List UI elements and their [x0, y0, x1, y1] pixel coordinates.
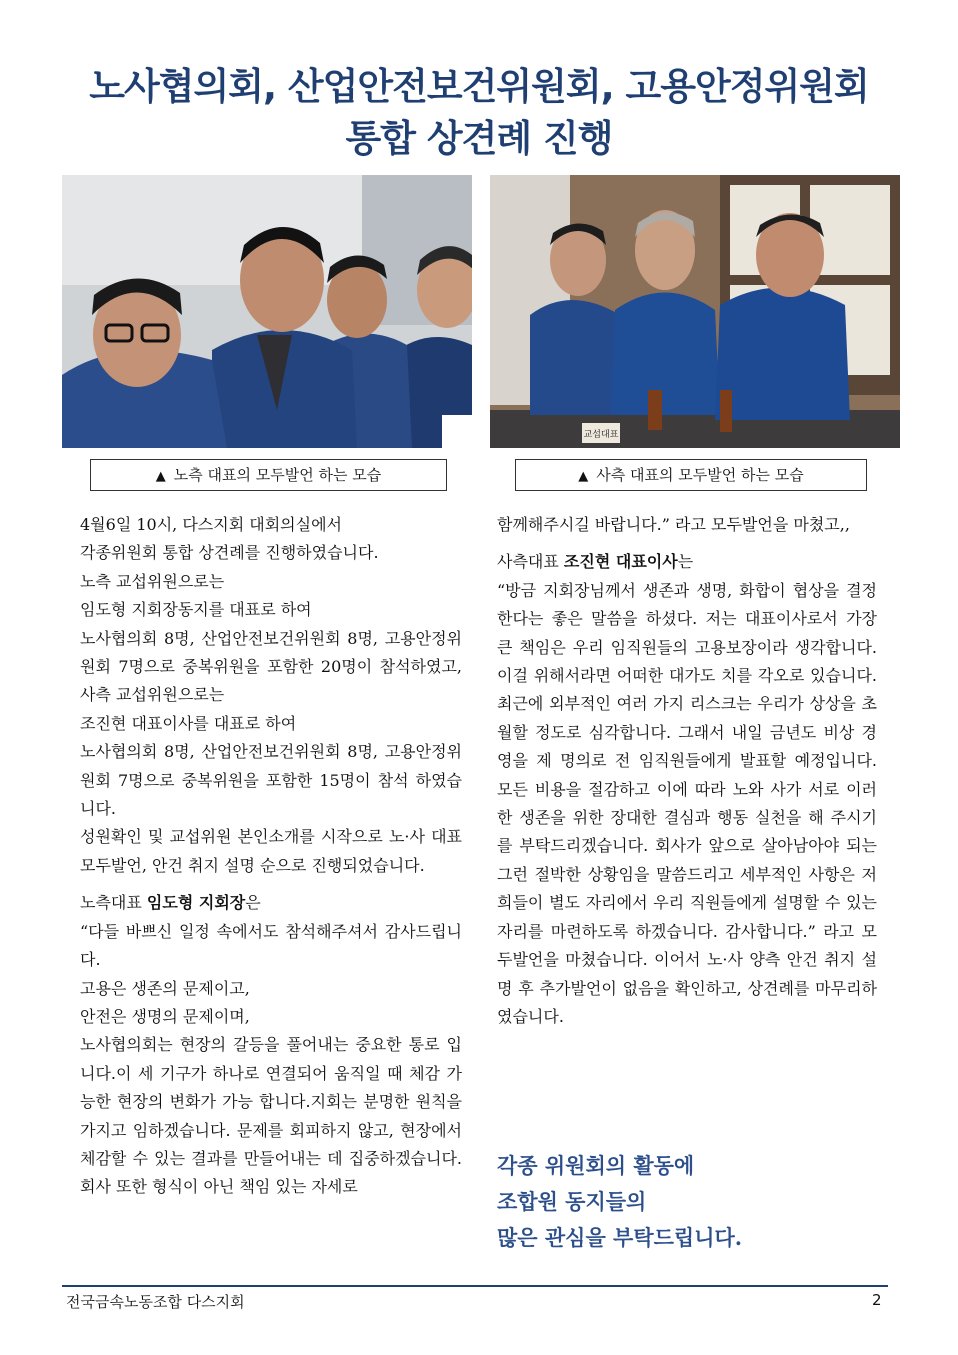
photo-management-illustration [490, 175, 900, 448]
union-speech-paragraph: 노사협의회는 현장의 갈등을 풀어내는 중요한 통로 입니다.이 세 기구가 하나로 연결되어 움직일 때 체감 가능한 현장의 변화가 가능 합니다.지회는 분명한 원칙을 가지고 임하겠습니다. 문제를 회피하지 않고, 현장에서 체감할 수 있는 결과를 만들어내는 데 집중하겠습니다. 회사 또한 형식이 아닌 책임 있는 자세로 [80, 1035, 462, 1197]
speaker-prefix: 사측대표 [497, 552, 564, 572]
page-title-line-2: 통합 상견례 진행 [345, 117, 613, 160]
union-speech-line-3: 안전은 생명의 문제이며, [80, 1006, 250, 1026]
closing-message [497, 1148, 877, 1256]
page-title-line-1: 노사협의회, 산업안전보건위원회, 고용안정위원회 [89, 65, 869, 108]
photo-union-representatives [62, 175, 472, 448]
nameplate-sign: 교섭대표 [583, 430, 619, 440]
triangle-up-icon: ▲ [578, 469, 589, 484]
triangle-up-icon: ▲ [155, 469, 166, 484]
footer-organization: 전국금속노동조합 다스지회 [66, 1293, 245, 1311]
union-speech-line-2: 고용은 생존의 문제이고, [80, 978, 250, 998]
union-speech-continuation: 함께해주시길 바랍니다.” 라고 모두발언을 마쳤고,, [497, 515, 850, 534]
intro-line-4: 임도형 지회장동지를 대표로 하여 [80, 600, 312, 620]
management-speech-paragraph: “방금 지회장님께서 생존과 생명, 화합이 협상을 결정한다는 좋은 말씀을 하셨다. 저는 대표이사로서 가장 큰 책임은 우리 임직원들의 고용보장이라 생각합니다. 이걸 위해서라면 어떠한 대가도 치를 각오로 있습니다. 최근에 외부적인 여러 가지 리스크는 우리가 상상을 초월할 정도로 심각합니다. 그래서 내일 금년도 비상 경영을 제 명의로 전 임직원들에게 발표할 예정입니다. 모든 비용을 절감하고 이에 따라 노와 사가 서로 이러한 생존을 위한 장대한 결심과 행동 실천을 해 주시기를 부탁드리겠습니다. 회사가 앞으로 살아남아야 되는 그런 절박한 상황임을 말씀드리고 세부적인 사항은 저희들이 별도 자리에서 우리 직원들에게 설명할 수 있는 자리를 마련하도록 하겠습니다. 감사합니다.” 라고 모두발언을 마쳤습니다. 이어서 노·사 양측 안건 취지 설명 후 추가발언이 없음을 확인하고, 상견례를 마무리하였습니다. [497, 580, 877, 1026]
speaker-suffix: 은 [245, 893, 261, 913]
intro-line-1: 4월6일 10시, 다스지회 대회의실에서 [80, 515, 342, 534]
closing-line-3: 많은 관심을 부탁드립니다. [497, 1225, 743, 1250]
photo-caption-management [515, 459, 867, 491]
intro-paragraph-management-count: 노사협의회 8명, 산업안전보건위원회 8명, 고용안정위원회 7명으로 중복위원을 포함한 15명이 참석 하였습니다. [80, 742, 462, 819]
closing-line-1: 각종 위원회의 활동에 [497, 1153, 695, 1178]
intro-paragraph-union-count: 노사협의회 8명, 산업안전보건위원회 8명, 고용안정위원회 7명으로 중복위원을 포함한 20명이 참석하였고, 사측 교섭위원으로는 [80, 628, 462, 705]
management-speaker-name: 조진현 대표이사 [563, 552, 678, 572]
caption-text: 노측 대표의 모두발언 하는 모습 [173, 466, 382, 484]
union-speech-line-1: “다들 바쁘신 일정 속에서도 참석해주셔서 감사드립니다. [80, 921, 462, 970]
union-speaker-name: 임도형 지회장 [146, 893, 246, 913]
photo-union-illustration [62, 175, 472, 448]
photo-caption-union [90, 459, 447, 491]
closing-line-2: 조합원 동지들의 [497, 1189, 647, 1214]
caption-text: 사측 대표의 모두발언 하는 모습 [596, 466, 804, 484]
speaker-prefix: 노측대표 [80, 893, 147, 913]
intro-line-2: 각종위원회 통합 상견례를 진행하였습니다. [80, 543, 379, 563]
article-right-column [497, 511, 877, 1031]
intro-line-6: 조진현 대표이사를 대표로 하여 [80, 713, 297, 733]
photo-management-representatives [490, 175, 900, 448]
management-speaker-line [497, 548, 877, 576]
intro-line-3: 노측 교섭위원으로는 [80, 571, 225, 591]
intro-paragraph-procedure: 성원확인 및 교섭위원 본인소개를 시작으로 노·사 대표 모두발언, 안건 취지 설명 순으로 진행되었습니다. [80, 827, 462, 875]
article-left-column [80, 511, 462, 1202]
union-speaker-line [80, 889, 462, 917]
page-number: 2 [872, 1291, 882, 1309]
speaker-suffix: 는 [677, 552, 694, 572]
footer-divider [62, 1285, 888, 1287]
